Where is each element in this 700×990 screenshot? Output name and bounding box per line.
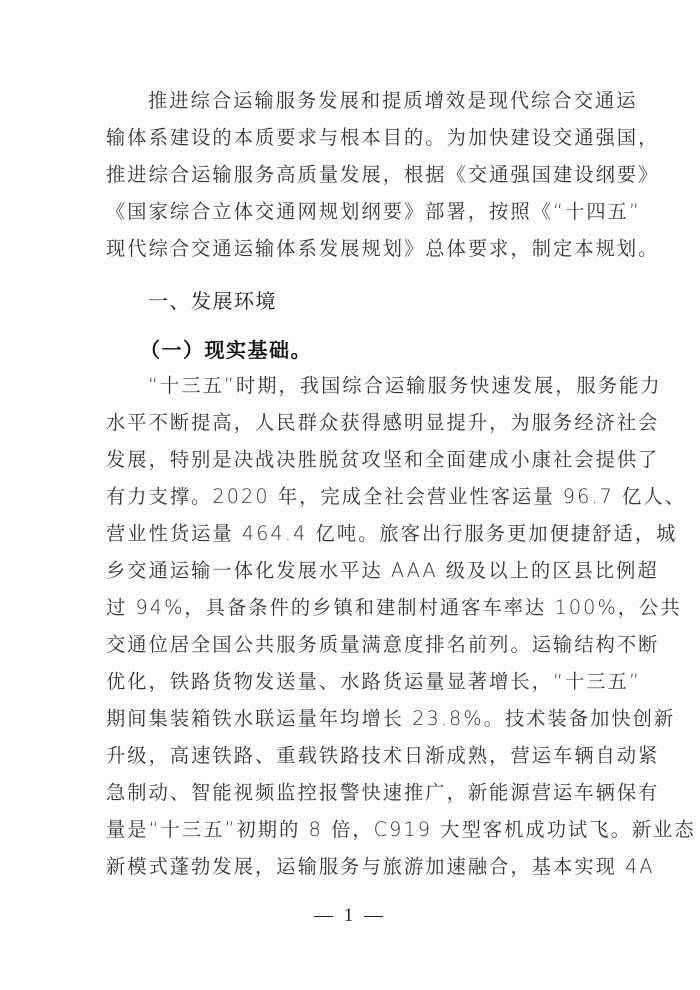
subsection-heading: （一）现实基础。 <box>140 338 312 362</box>
paragraph-line: 推进综合运输服务高质量发展，根据《交通强国建设纲要》 <box>106 163 660 186</box>
paragraph-line: 急制动、智能视频监控报警快速推广，新能源营运车辆保有 <box>106 781 660 804</box>
section-heading: 一、发展环境 <box>148 289 277 313</box>
paragraph-line: “十三五”时期，我国综合运输服务快速发展，服务能力 <box>148 374 662 397</box>
paragraph-line: 营业性货运量 464.4 亿吨。旅客出行服务更加便捷舒适，城 <box>106 522 678 545</box>
paragraph-line: 交通位居全国公共服务质量满意度排名前列。运输结构不断 <box>106 633 660 656</box>
paragraph-line: 升级，高速铁路、重载铁路技术日渐成熟，营运车辆自动紧 <box>106 744 660 767</box>
paragraph-line: 现代综合交通运输体系发展规划》总体要求，制定本规划。 <box>106 237 660 260</box>
paragraph-line: 输体系建设的本质要求与根本目的。为加快建设交通强国， <box>106 126 660 149</box>
paragraph-line: 《国家综合立体交通网规划纲要》部署，按照《“十四五” <box>106 200 641 223</box>
body-paragraph <box>106 367 696 885</box>
paragraph-line: 水平不断提高，人民群众获得感明显提升，为服务经济社会 <box>106 411 660 434</box>
paragraph-line: 过 94%，具备条件的乡镇和建制村通客车率达 100%，公共 <box>106 596 682 619</box>
paragraph-line: 推进综合运输服务发展和提质增效是现代综合交通运 <box>148 89 638 112</box>
intro-paragraph <box>106 82 660 267</box>
paragraph-line: 发展，特别是决战决胜脱贫攻坚和全面建成小康社会提供了 <box>106 448 660 471</box>
paragraph-line: 量是“十三五”初期的 8 倍，C919 大型客机成功试飞。新业态 <box>106 818 696 841</box>
paragraph-line: 乡交通运输一体化发展水平达 AAA 级及以上的区县比例超 <box>106 559 659 582</box>
page-number: — 1 — <box>314 905 386 926</box>
paragraph-line: 有力支撑。2020 年，完成全社会营业性客运量 96.7 亿人、 <box>106 485 686 508</box>
paragraph-line: 期间集装箱铁水联运量年均增长 23.8%。技术装备加快创新 <box>106 707 676 730</box>
paragraph-line: 新模式蓬勃发展，运输服务与旅游加速融合，基本实现 4A <box>106 855 655 878</box>
paragraph-line: 优化，铁路货物发送量、水路货运量显著增长，“十三五” <box>106 670 641 693</box>
